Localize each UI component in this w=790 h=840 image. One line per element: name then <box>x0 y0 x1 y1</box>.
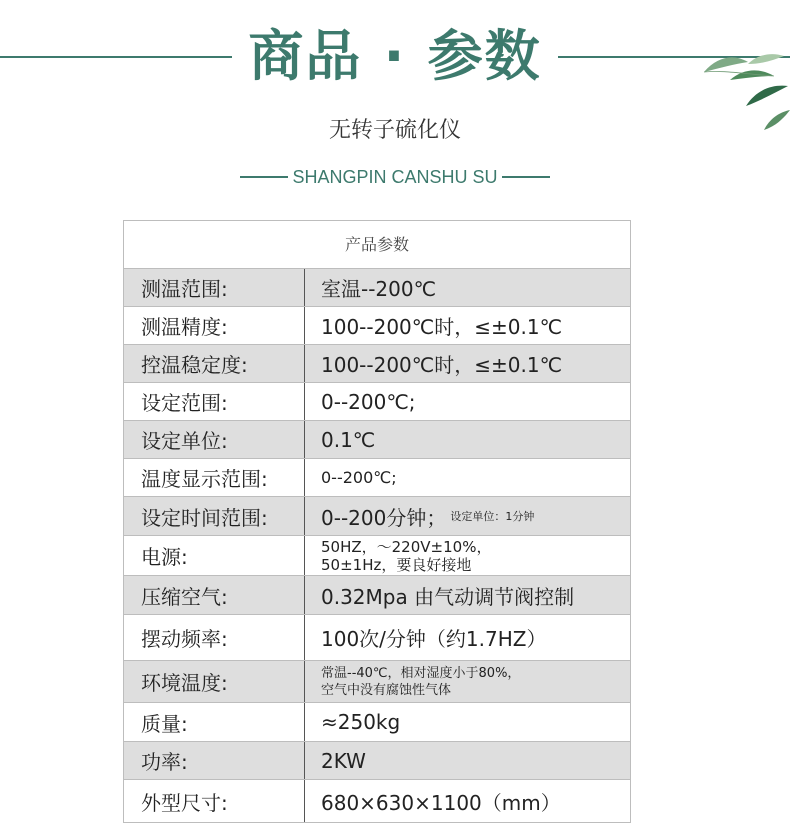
table-row <box>124 383 630 421</box>
product-name: 无转子硫化仪 <box>328 118 461 143</box>
row-label: 测温范围: <box>124 269 305 306</box>
row-label: 设定单位: <box>124 421 305 458</box>
row-value: ≈250kg <box>321 710 401 734</box>
table-row <box>124 576 630 615</box>
row-value <box>305 661 630 702</box>
table-row <box>124 345 630 383</box>
row-value <box>305 536 630 575</box>
row-label: 控温稳定度: <box>124 345 305 382</box>
table-row <box>124 269 630 307</box>
row-label: 质量: <box>124 703 305 741</box>
row-value: 680×630×1100（mm） <box>321 790 561 815</box>
row-label: 设定时间范围: <box>124 497 305 535</box>
row-value-line-1: 常温--40℃，相对湿度小于80%， <box>321 665 521 681</box>
table-row <box>124 459 630 497</box>
row-value: 0.32Mpa 由气动调节阀控制 <box>321 584 575 609</box>
row-label: 环境温度: <box>124 661 305 702</box>
row-value: 100--200℃时，≤±0.1℃ <box>321 353 563 377</box>
row-label: 温度显示范围: <box>124 459 305 496</box>
table-row <box>124 497 630 536</box>
pinyin-rule-right <box>502 176 550 178</box>
row-value: 室温--200℃ <box>321 277 437 301</box>
row-value: 0--200℃; <box>321 468 397 487</box>
row-value: 0--200℃; <box>321 389 416 414</box>
header-rule-left <box>0 56 232 58</box>
row-label: 设定范围: <box>124 383 305 420</box>
table-row <box>124 536 630 576</box>
table-row <box>124 780 630 823</box>
row-value-main: 0--200分钟； <box>321 505 447 530</box>
pinyin-text: SHANGPIN CANSHU SU <box>292 166 498 187</box>
table-row <box>124 615 630 661</box>
row-value: 100--200℃时，≤±0.1℃ <box>321 315 563 339</box>
row-label: 压缩空气: <box>124 576 305 614</box>
pinyin-caption <box>0 164 790 190</box>
pinyin-rule-left <box>240 176 288 178</box>
row-value-line-1: 50HZ，～220V±10%， <box>321 537 492 556</box>
row-value-line-2: 空气中没有腐蚀性气体 <box>321 682 452 698</box>
row-label: 外型尺寸: <box>124 780 305 822</box>
row-value-note: 设定单位：1分钟 <box>450 510 535 523</box>
table-row <box>124 661 630 703</box>
table-row <box>124 307 630 345</box>
row-value: 0.1℃ <box>321 427 376 452</box>
row-label: 功率: <box>124 742 305 779</box>
table-row <box>124 742 630 780</box>
table-heading: 产品参数 <box>124 221 630 269</box>
row-value-line-2: 50±1Hz，要良好接地 <box>321 555 472 574</box>
row-value: 100次/分钟（约1.7HZ） <box>321 627 547 651</box>
row-label: 摆动频率: <box>124 615 305 660</box>
table-row <box>124 703 630 742</box>
row-label: 测温精度: <box>124 307 305 344</box>
parameter-table <box>123 220 631 823</box>
page-title: 商品 · 参数 <box>248 24 542 88</box>
row-value: 2KW <box>321 748 366 773</box>
table-row <box>124 421 630 459</box>
row-value <box>305 497 630 535</box>
row-label: 电源: <box>124 536 305 575</box>
